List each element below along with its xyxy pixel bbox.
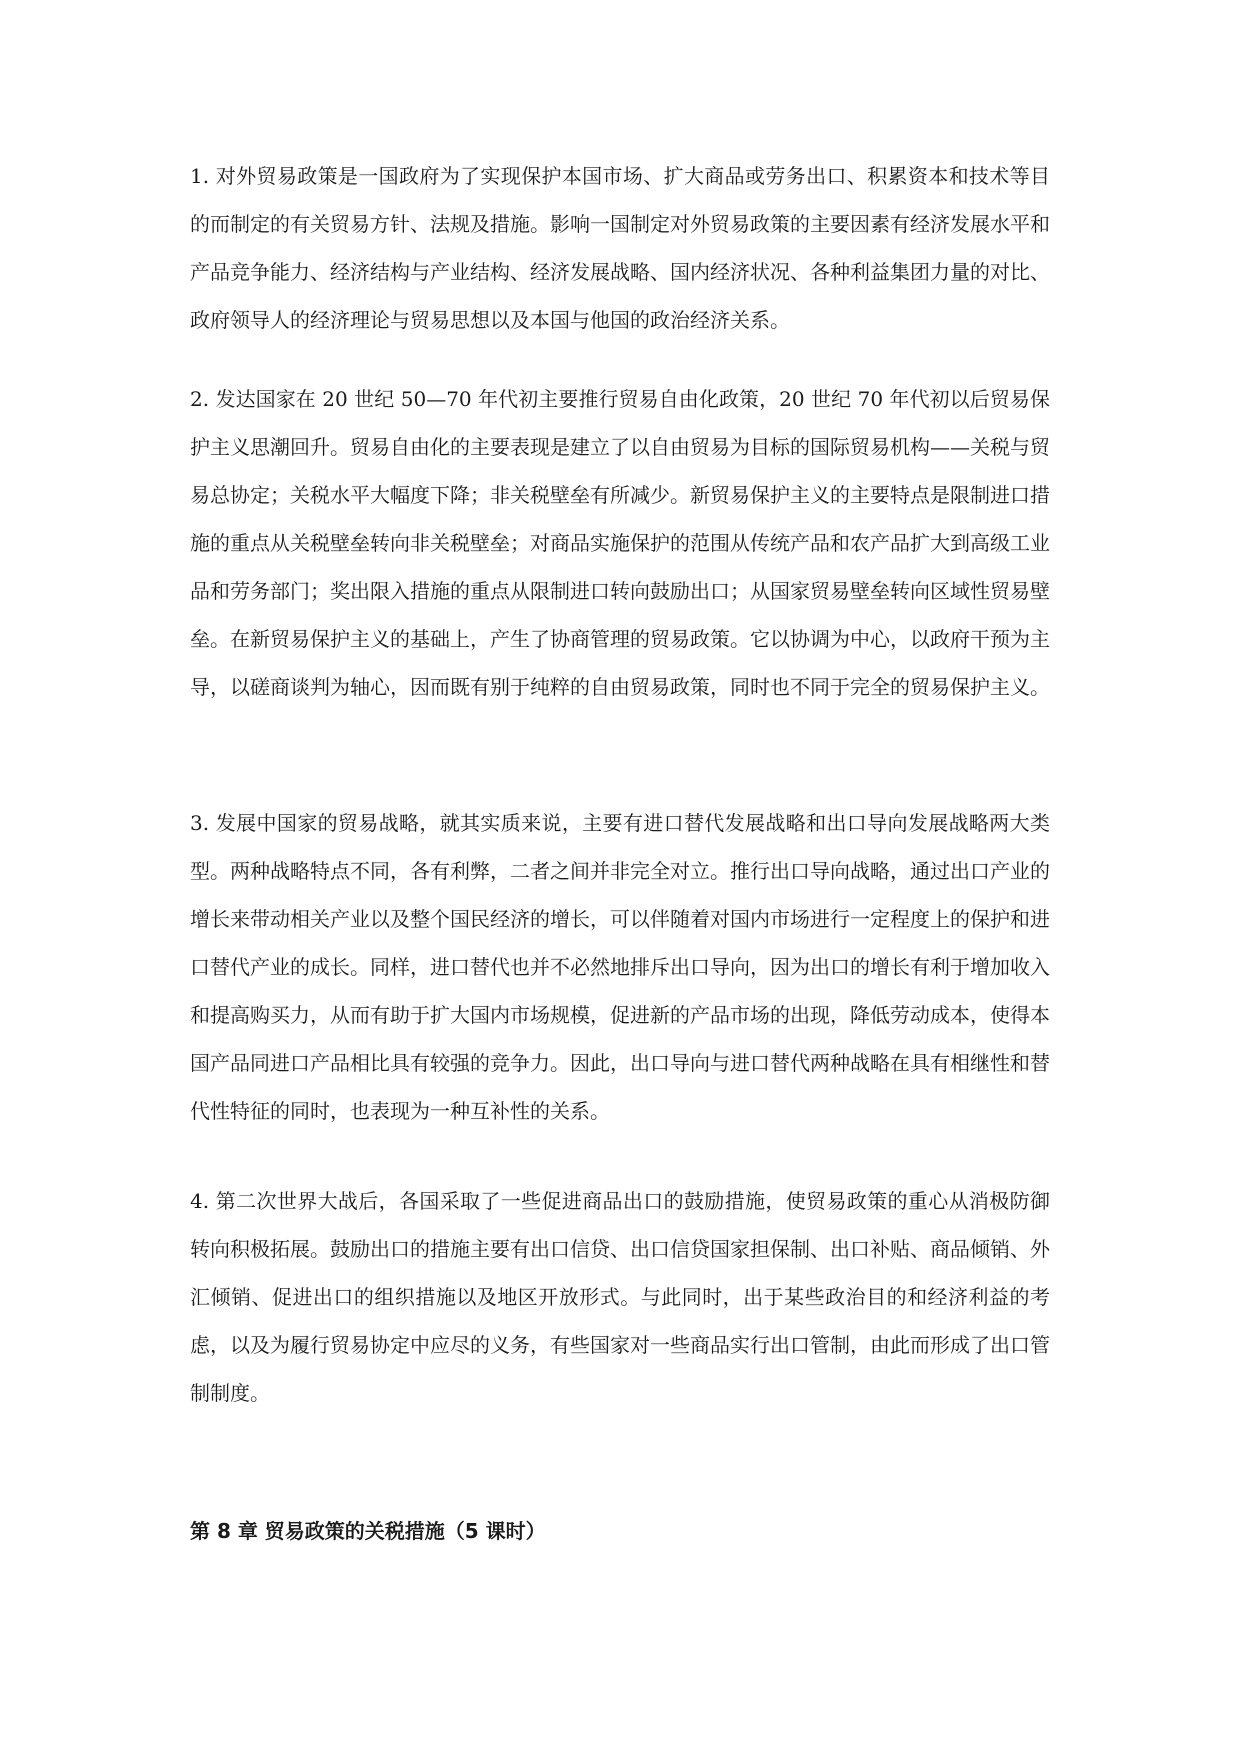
paragraph-text: 3. 发展中国家的贸易战略，就其实质来说，主要有进口替代发展战略和出口导向发展战略两大类型。两种战略特点不同，各有利弊，二者之间并非完全对立。推行出口导向战略，通过出口产业的增长来带动相关产业以及整个国民经济的增长，可以伴随着对国内市场进行一定程度上的保护和进口替代产业的成长。同样，进口替代也并不必然地排斥出口导向，因为出口的增长有利于增加收入和提高购买力，从而有助于扩大国内市场规模，促进新的产品市场的出现，降低劳动成本，使得本国产品同进口产品相比具有较强的竞争力。因此，出口导向与进口替代两种战略在具有相继性和替代性特征的同时，也表现为一种互补性的关系。 (190, 811, 1050, 1123)
paragraph-text: 4. 第二次世界大战后，各国采取了一些促进商品出口的鼓励措施，使贸易政策的重心从消极防御转向积极拓展。鼓励出口的措施主要有出口信贷、出口信贷国家担保制、出口补贴、商品倾销、外汇倾销、促进出口的组织措施以及地区开放形式。与此同时，出于某些政治目的和经济利益的考虑，以及为履行贸易协定中应尽的义务，有些国家对一些商品实行出口管制，由此而形成了出口管制制度。 (190, 1189, 1050, 1405)
chapter-heading: 第 8 章 贸易政策的关税措施（5 课时） (190, 1519, 546, 1543)
paragraph-text: 1. 对外贸易政策是一国政府为了实现保护本国市场、扩大商品或劳务出口、积累资本和技术等目的而制定的有关贸易方针、法规及措施。影响一国制定对外贸易政策的主要因素有经济发展水平和产品竞争能力、经济结构与产业结构、经济发展战略、国内经济状况、各种利益集团力量的对比、政府领导人的经济理论与贸易思想以及本国与他国的政治经济关系。 (190, 164, 1050, 332)
paragraph-text: 2. 发达国家在 20 世纪 50—70 年代初主要推行贸易自由化政策，20 世纪 70 年代初以后贸易保护主义思潮回升。贸易自由化的主要表现是建立了以自由贸易为目标的国际贸易机构——关税与贸易总协定；关税水平大幅度下降；非关税壁垒有所减少。新贸易保护主义的主要特点是限制进口措施的重点从关税壁垒转向非关税壁垒；对商品实施保护的范围从传统产品和农产品扩大到高级工业品和劳务部门；奖出限入措施的重点从限制进口转向鼓励出口；从国家贸易壁垒转向区域性贸易壁垒。在新贸易保护主义的基础上，产生了协商管理的贸易政策。它以协调为中心，以政府干预为主导，以磋商谈判为轴心，因而既有别于纯粹的自由贸易政策，同时也不同于完全的贸易保护主义。 (190, 387, 1050, 699)
paragraph-1 (190, 152, 1050, 344)
paragraph-2 (190, 375, 1050, 711)
paragraph-3 (190, 799, 1050, 1135)
paragraph-4 (190, 1177, 1050, 1417)
